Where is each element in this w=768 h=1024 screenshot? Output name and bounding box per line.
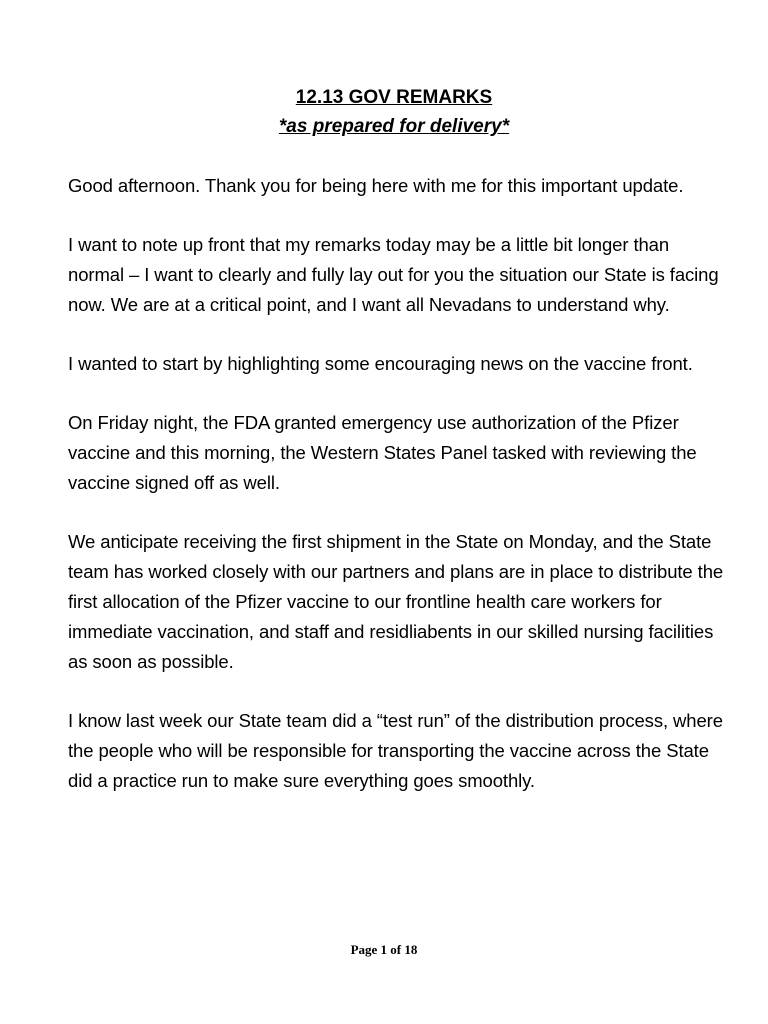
document-subtitle: *as prepared for delivery* [278,116,510,137]
document-body [68,171,728,825]
paragraph-fda-authorization: On Friday night, the FDA granted emergency use authorization of the Pfizer vaccine and this morning, the Western States Panel tasked with reviewing the vaccine signed off as well. [68,412,697,493]
document-title: 12.13 GOV REMARKS [295,87,493,108]
heading-block [0,84,768,142]
page-number: Page 1 of 18 [350,942,418,957]
paragraph-remarks-note: I want to note up front that my remarks today may be a little bit longer than normal – I want to clearly and fully lay out for you the situation our State is facing now. We are at a critical point, and I want all Nevadans to understand why. [68,234,719,315]
paragraph-vaccine-news: I wanted to start by highlighting some encouraging news on the vaccine front. [68,353,693,374]
paragraph-test-run: I know last week our State team did a “test run” of the distribution process, where the people who will be responsible for transporting the vaccine across the State did a practice run to make sure everything goes smoothly. [68,710,723,791]
paragraph-first-shipment: We anticipate receiving the first shipment in the State on Monday, and the State team has worked closely with our partners and plans are in place to distribute the first allocation of the Pfizer vaccine to our frontline health care workers for immediate vaccination, and staff and residliabents in our skilled nursing facilities as soon as possible. [68,531,724,672]
paragraph-greeting: Good afternoon. Thank you for being here with me for this important update. [68,175,684,196]
